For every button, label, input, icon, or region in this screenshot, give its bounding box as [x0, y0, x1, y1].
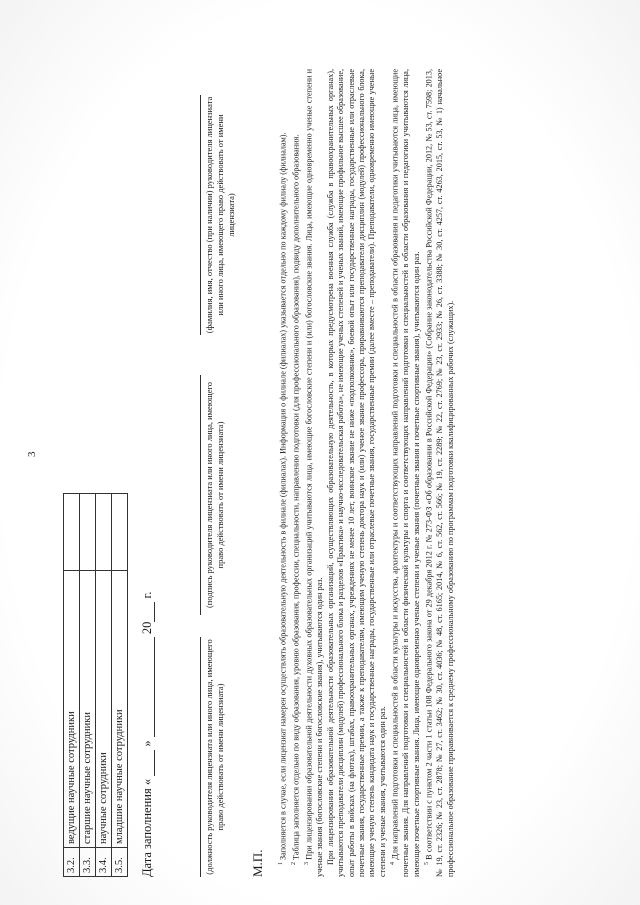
- footnote-mark: 1: [278, 862, 284, 865]
- page-number: 3: [26, 451, 38, 457]
- footnote-mark: 2: [291, 862, 298, 865]
- position-line: [200, 637, 201, 877]
- row-number: 3.5.: [112, 848, 128, 877]
- footnote-text: Для направлений подготовки и специальностей в области культуры и искусства, архитектуры и соответствующих направлений подготовки и специальностей в области образования и педагогики учитываются лица, имеющие почетные звания. Для направлений подготовки и специальностей в области физической культуры и спорта и соответствующих направлений подготовки и специальностей в области образования и педагогики учитываются лица, имеющие почетные спортивные звания. Лица, имеющие одновременно ученые степени и ученые звания (почетные звания и почетные спортивные звания), учитываются один раз.: [391, 68, 421, 877]
- name-caption: (фамилия, имя, отчество (при наличии) руководителя лицензиата или иного лица, имеющего право действовать от имени лицензиата): [204, 96, 236, 334]
- row-label: старшие научные сотрудники: [80, 571, 96, 848]
- row-value-cell: [96, 494, 112, 571]
- row-label: младшие научные сотрудники: [112, 571, 128, 848]
- footnote-mark: 4: [390, 862, 397, 865]
- table-row: [112, 494, 128, 877]
- row-label: научные сотрудники: [96, 571, 112, 848]
- signature-line: [200, 375, 201, 615]
- footnote: [422, 69, 456, 877]
- fill-date-label: Дата заполнения «: [140, 778, 154, 877]
- footnote: [289, 69, 302, 877]
- fill-date-line: [140, 592, 155, 877]
- month-blank: [140, 637, 155, 737]
- footnote-text: В соответствии с пунктом 2 части 1 статьи 108 Федерального закона от 29 декабря 2012 г. № 273-ФЗ «Об образовании в Российской Федерации» (Собрание законодательства Российской Федерации, 2012, № 53, ст. 7598; 2013, № 19, ст. 2326; № 23, ст. 2878; № 27, ст. 3462; № 30, ст. 4036; № 48, ст. 6165; 2014, № 6, ст. 562, ст. 566; № 19, ст. 2289; № 22, ст. 2769; № 23, ст. 2933; № 26, ст. 3388; № 30, ст. 4257, ст. 4263, 2015, ст. 53, № 1) начальное профессиональное образование приравнивается к среднему профессиональному образованию по программам подготовки квалифицированных рабочих (служащих).: [424, 69, 455, 877]
- day-blank: [140, 750, 155, 776]
- year-prefix: 20: [140, 621, 154, 635]
- table-row: [64, 494, 80, 877]
- year-blank: [140, 602, 155, 622]
- footnote: [302, 69, 326, 877]
- row-number: 3.2.: [64, 848, 80, 877]
- footnote-text: При лицензировании образовательной деятельности духовных образовательных организаций учитываются лица, имеющие богословские степени и (или) богословские звания. Лица, имеющие одновременно ученые степени и ученые звания (богословские степени и богословские звания), учитываются один раз.: [305, 68, 325, 877]
- footnote: [276, 69, 289, 877]
- row-value-cell: [64, 494, 80, 571]
- fill-date-quote-close: »: [140, 740, 154, 747]
- row-number: 3.4.: [96, 848, 112, 877]
- stamp-place: М.П.: [250, 849, 265, 877]
- row-label: ведущие научные сотрудники: [64, 571, 80, 848]
- row-number: 3.3.: [80, 848, 96, 877]
- year-suffix: г.: [140, 591, 154, 599]
- footnote-mark: 5: [424, 862, 431, 865]
- footnotes: [276, 69, 456, 877]
- footnote: [388, 69, 422, 877]
- staff-table: [63, 493, 128, 877]
- position-caption: (должность руководителя лицензиата или иного лица, имеющего право действовать от имени лицензиата): [204, 639, 225, 875]
- row-value-cell: [80, 494, 96, 571]
- name-line: [200, 95, 201, 335]
- footnote-text: Заполняется в случае, если лицензиат намерен осуществлять образовательную деятельность в филиале (филиалах). Информация о филиале (филиалах) указывается отдельно по каждому филиалу (филиалам).: [278, 132, 288, 860]
- footnote: [326, 69, 388, 877]
- footnote-mark: 3: [304, 862, 311, 865]
- table-row: [96, 494, 112, 877]
- signature-caption: (подпись руководителя лицензиата или иного лица, имеющего право действовать от имени лицензиата): [204, 381, 225, 609]
- row-value-cell: [112, 494, 128, 571]
- table-row: [80, 494, 96, 877]
- footnote-text: При лицензировании образовательной деятельности образовательных организаций, осуществляющих образовательную деятельность, в которых предусмотрена военная служба (служба в правоохранительных органах), учитываются преподаватели дисциплин (модулей) профессионального блока и разделов «Практика» и научно-исследовательская работа», не имеющие ученых степеней и ученых званий, имеющие профильное высшее образование, опыт работы в войсках (на флотах), штабах, правоохранительных органах, учреждениях не менее 10 лет, воинское звание не ниже «подполковник», боевой опыт или государственные награды, государственные или отраслевые почетные звания, государственные премии, а также к преподавателям, имеющим ученую степень доктора наук и (или) ученое звание профессора, приравниваются преподаватели дисциплин (модулей) профессионального блока, имеющие ученую степень кандидата наук и государственные награды, государственные или отраслевые почетные звания, государственные премии (далее вместе – преподаватели). Преподаватели, одновременно имеющие ученые степени и ученые звания, учитываются один раз.: [325, 69, 387, 877]
- footnote-text: Таблица заполняется отдельно по виду образования, уровню образования, профессии, специальности, направлению подготовки (для профессионального образования), подвиду дополнительного образования.: [291, 134, 301, 860]
